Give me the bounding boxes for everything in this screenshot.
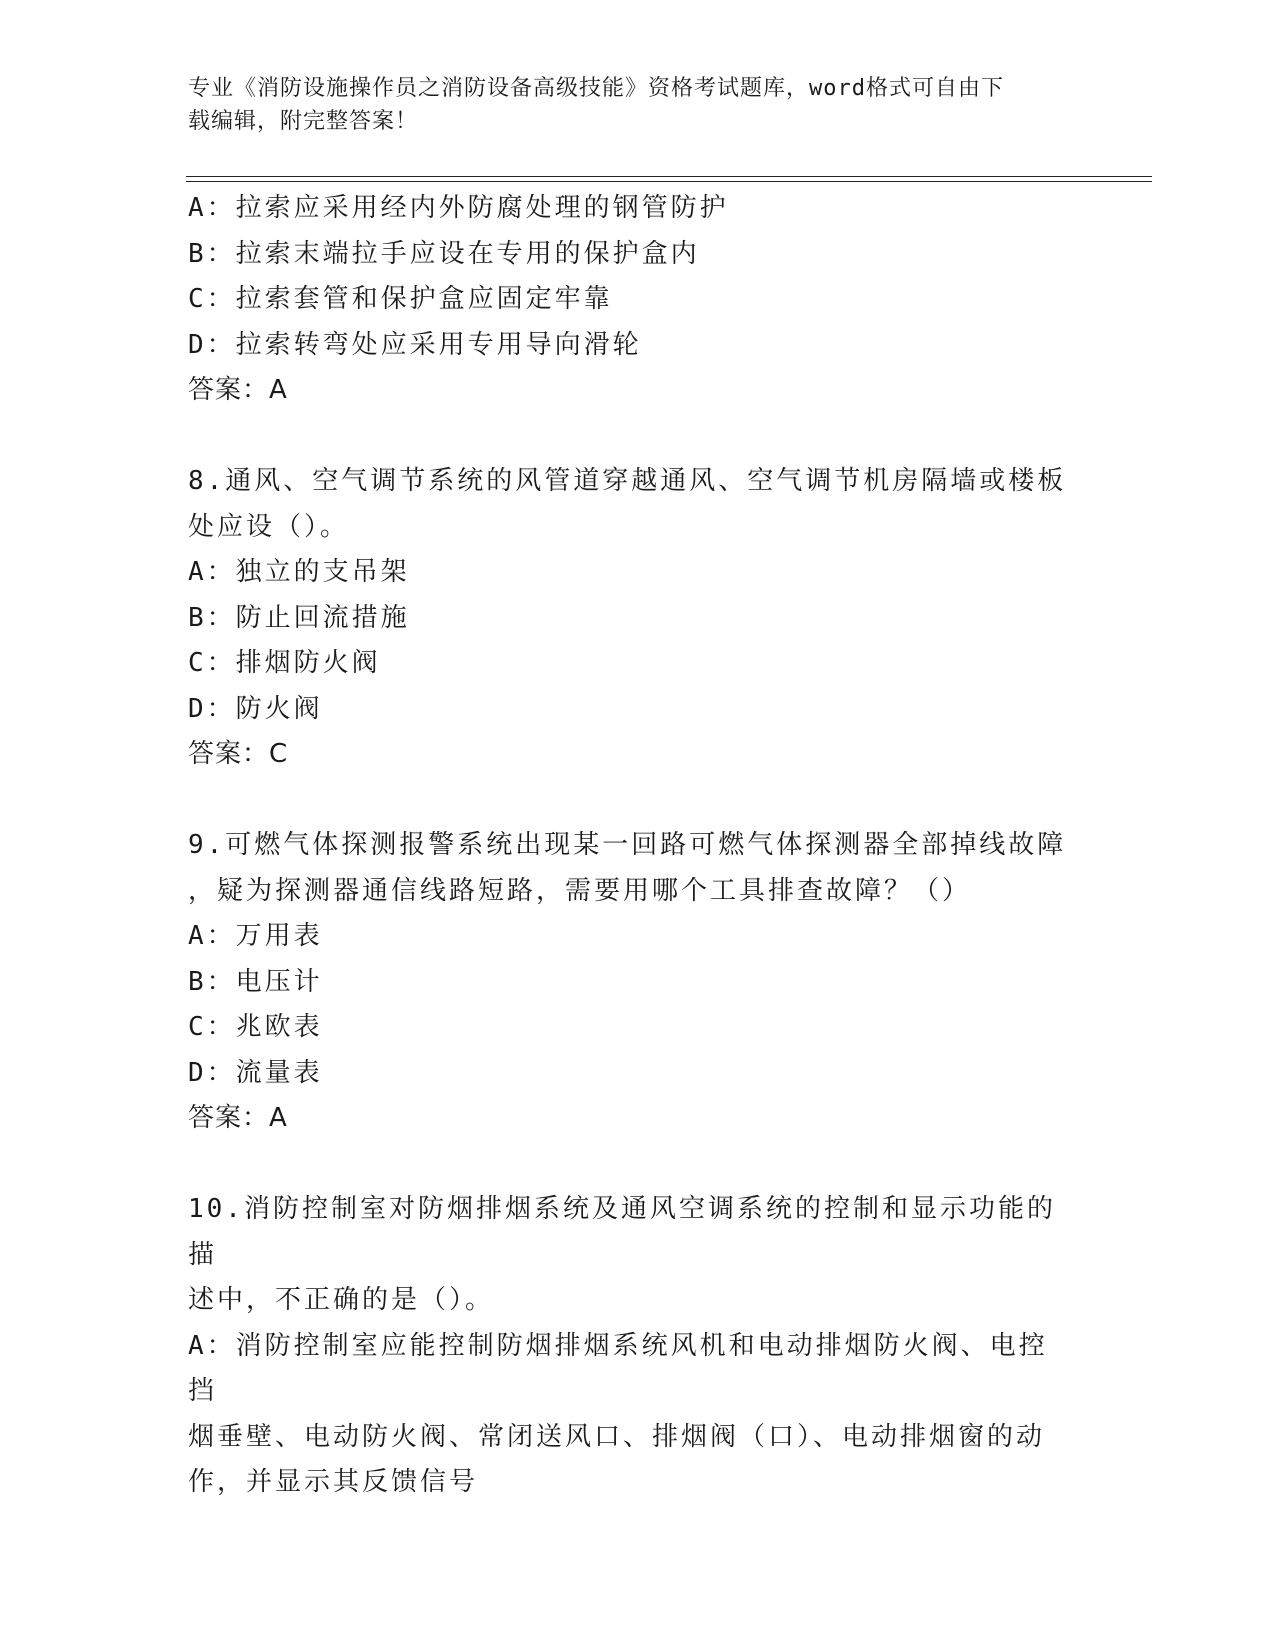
option-d: D：防火阀 [188, 693, 323, 724]
header-line-1: 专业《消防设施操作员之消防设备高级技能》资格考试题库，word格式可自由下 [188, 76, 1004, 101]
question-stem-line-1: 10.消防控制室对防烟排烟系统及通风空调系统的控制和显示功能的描 [188, 1194, 1056, 1270]
option-c: C：兆欧表 [188, 1012, 323, 1042]
option-b: B：电压计 [188, 966, 323, 997]
header-divider-bottom [186, 181, 1152, 182]
document-header [188, 72, 1068, 138]
question-stem-line-1: 9.可燃气体探测报警系统出现某一回路可燃气体探测器全部掉线故障 [188, 830, 1067, 860]
question-stem-line-2: 处应设（）。 [188, 511, 350, 542]
question-7 [188, 186, 1068, 414]
question-stem-line-1: 8.通风、空气调节系统的风管道穿越通风、空气调节机房隔墙或楼板 [188, 466, 1067, 496]
spacer [188, 778, 1068, 824]
question-list [188, 186, 1068, 1506]
option-c: C：排烟防火阀 [188, 648, 381, 678]
answer-line: 答案：A [188, 375, 288, 405]
question-10 [188, 1187, 1068, 1506]
header-line-2: 载编辑，附完整答案！ [188, 109, 419, 134]
option-d: D：拉索转弯处应采用专用导向滑轮 [188, 329, 642, 360]
option-a-line-1: A：消防控制室应能控制防烟排烟系统风机和电动排烟防火阀、电控挡 [188, 1330, 1048, 1406]
spacer [188, 1142, 1068, 1188]
option-a-line-3: 作，并显示其反馈信号 [188, 1467, 479, 1497]
option-b: B：拉索末端拉手应设在专用的保护盒内 [188, 238, 700, 269]
answer-line: 答案：C [188, 739, 289, 769]
option-a: A：万用表 [188, 921, 323, 951]
option-d: D：流量表 [188, 1057, 323, 1088]
option-a-line-2: 烟垂壁、电动防火阀、常闭送风口、排烟阀（口）、电动排烟窗的动 [188, 1421, 1046, 1452]
option-b: B：防止回流措施 [188, 602, 410, 633]
answer-line: 答案：A [188, 1103, 288, 1133]
question-stem-line-2: ，疑为探测器通信线路短路，需要用哪个工具排查故障？（） [188, 875, 972, 906]
question-8 [188, 459, 1068, 778]
question-9 [188, 823, 1068, 1142]
question-stem-line-2: 述中，不正确的是（）。 [188, 1285, 495, 1315]
option-c: C：拉索套管和保护盒应固定牢靠 [188, 284, 613, 314]
spacer [188, 414, 1068, 460]
header-divider-top [186, 176, 1152, 177]
option-a: A：独立的支吊架 [188, 557, 410, 587]
option-a: A：拉索应采用经内外防腐处理的钢管防护 [188, 193, 729, 223]
